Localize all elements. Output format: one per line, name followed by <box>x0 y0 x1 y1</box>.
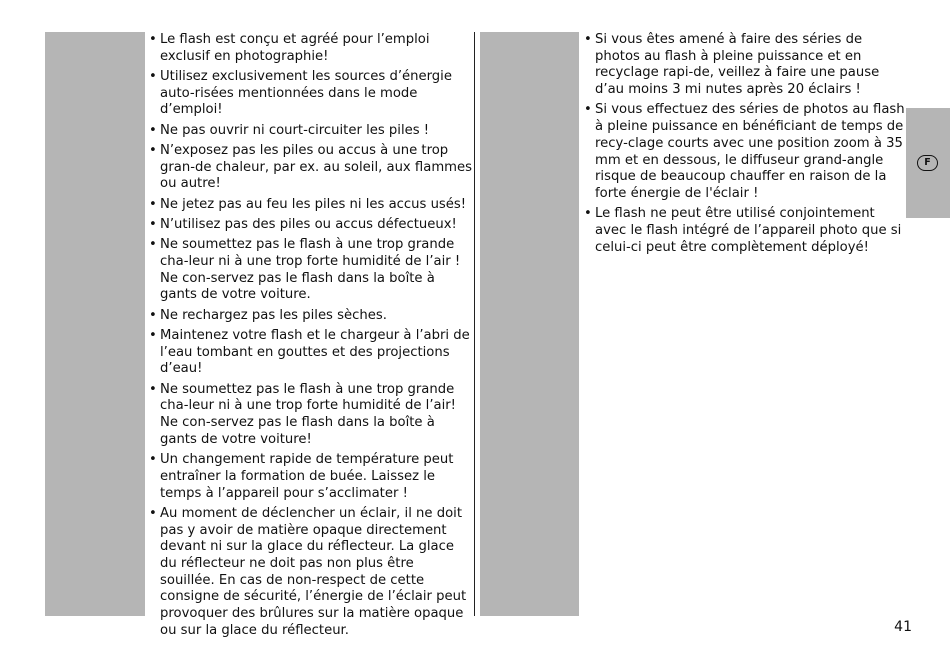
language-badge: F <box>917 155 938 171</box>
left-safety-list <box>149 32 472 643</box>
list-item: • Au moment de déclencher un éclair, il ne doit pas y avoir de matière opaque directement devant ni sur la glace du réflecteur. La glace du réflecteur ne doit pas non plus être souillée. En cas de non-respect de cette consigne de sécurité, l’énergie de l’éclair peut provoquer des brûlures sur la matière opaque ou sur la glace du réflecteur. <box>149 506 472 640</box>
list-item: • Si vous effectuez des séries de photos au flash à pleine puissance en bénéficiant de temps de recy-clage courts avec une position zoom à 35 mm et en dessous, le diffuseur grand-angle risque de beaucoup chauffer en raison de la forte énergie de l'éclair ! <box>584 102 906 202</box>
list-item: • Ne rechargez pas les piles sèches. <box>149 308 472 325</box>
page-number: 41 <box>894 619 912 635</box>
column-divider <box>474 32 475 616</box>
list-item: • Ne soumettez pas le flash à une trop grande cha-leur ni à une trop forte humidité de l’air! Ne con-servez pas le flash dans la boîte à gants de votre voiture! <box>149 382 472 449</box>
list-item: • Ne soumettez pas le flash à une trop grande cha-leur ni à une trop forte humidité de l’air ! Ne con-servez pas le flash dans la boîte à gants de votre voiture. <box>149 237 472 304</box>
list-item: • Ne pas ouvrir ni court-circuiter les piles ! <box>149 123 472 140</box>
list-item: • Si vous êtes amené à faire des séries de photos au flash à pleine puissance et en recyclage rapi-de, veillez à faire une pause d’au moins 3 mi nutes après 20 éclairs ! <box>584 32 906 99</box>
list-item: • Un changement rapide de température peut entraîner la formation de buée. Laissez le temps à l’appareil pour s’acclimater ! <box>149 452 472 502</box>
list-item: • Utilisez exclusivement les sources d’énergie auto-risées mentionnées dans le mode d’emploi! <box>149 69 472 119</box>
right-safety-list <box>584 32 906 260</box>
list-item: • Le flash ne peut être utilisé conjointement avec le flash intégré de l’appareil photo que si celui-ci peut être complètement déployé! <box>584 206 906 256</box>
list-item: • N’utilisez pas des piles ou accus défectueux! <box>149 217 472 234</box>
list-item: • N’exposez pas les piles ou accus à une trop gran-de chaleur, par ex. au soleil, aux flammes ou autre! <box>149 143 472 193</box>
left-margin-band <box>45 32 145 616</box>
list-item: • Le flash est conçu et agréé pour l’emploi exclusif en photographie! <box>149 32 472 65</box>
list-item: • Maintenez votre flash et le chargeur à l’abri de l’eau tombant en gouttes et des projections d’eau! <box>149 328 472 378</box>
middle-margin-band <box>480 32 579 616</box>
list-item: • Ne jetez pas au feu les piles ni les accus usés! <box>149 197 472 214</box>
